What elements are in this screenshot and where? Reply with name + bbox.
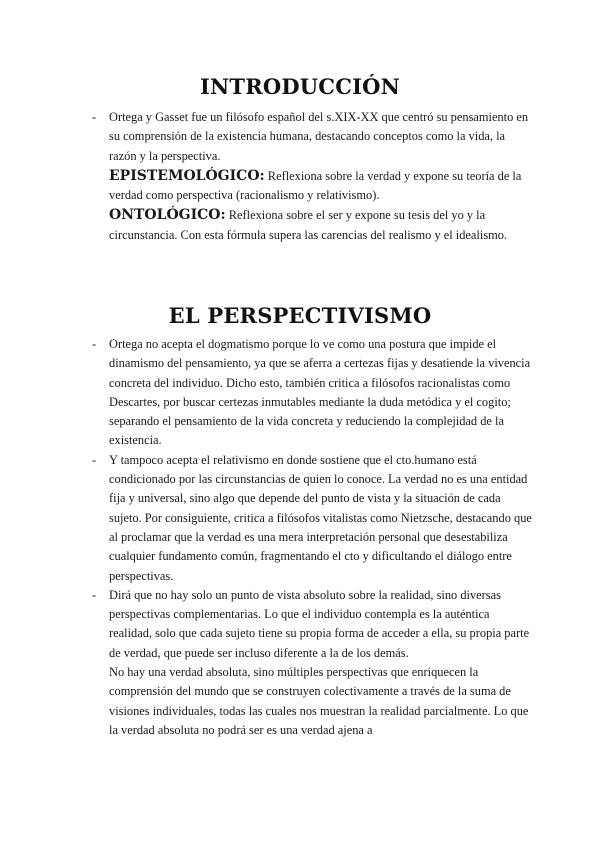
list-item (92, 335, 532, 451)
list-item-text: Y tampoco acepta el relativismo en donde sostiene que el cto.humano está condicionado por las circunstancias de quien lo conoce. La verdad no es una entidad fija y universal, sino algo que depende del punto de vista y la situación de cada sujeto. Por consiguiente, critica a filósofos vitalistas como Nietzsche, destacando que al proclamar que la verdad es una mera interpretación personal que desestabiliza cualquier fundamento común, fragmentando el cto y dificultando el diálogo entre perspectivas. (109, 452, 532, 583)
ontologico-text: Reflexiona sobre el ser y expone su tesis del yo y la circunstancia. Con esta fórmula supera las carencias del realismo y el idealismo. (109, 208, 508, 242)
bullet-marker: - (92, 452, 97, 467)
perspectivismo-section (92, 335, 532, 740)
epistemologico-paragraph (109, 167, 532, 206)
list-item-text: Dirá que no hay solo un punto de vista absoluto sobre la realidad, sino diversas perspectivas complementarias. Lo que el individuo contempla es la auténtica realidad, solo que cada sujeto tiene su propia forma de acceder a ella, su propia parte de verdad, que puede ser incluso diferente a la de los demás. (109, 587, 530, 660)
epistemologico-term: EPISTEMOLÓGICO: (109, 167, 265, 184)
conclusion-paragraph: No hay una verdad absoluta, sino múltiples perspectivas que enriquecen la comprensión del mundo que se construyen colectivamente a través de la suma de visiones individuales, todas las cuales nos muestran la realidad parcialmente. Lo que la verdad absoluta no podrá ser es una verdad ajena a (109, 665, 529, 737)
intro-bullet (92, 108, 532, 166)
list-item (92, 451, 532, 586)
list-item (92, 586, 532, 663)
intro-section (92, 108, 532, 245)
bullet-marker: - (92, 110, 97, 124)
epistemologico-text: Reflexiona sobre la verdad y expone su teoría de la verdad como perspectiva (racionalismo y relativismo). (109, 168, 522, 203)
perspectivismo-heading: EL PERSPECTIVISMO (168, 303, 432, 328)
ontologico-paragraph (109, 206, 532, 245)
list-item-text: Ortega no acepta el dogmatismo porque lo ve como una postura que impide el dinamismo del pensamiento, ya que se aferra a certezas fijas y desatiende la vivencia concreta del individuo. Dicho esto, también critica a filósofos racionalistas como Descartes, por buscar certezas inmutables mediante la duda metódica y el cogito; separando el pensamiento de la vida concreta y reduciendo la complejidad de la existencia. (109, 337, 531, 448)
intro-heading: INTRODUCCIÓN (199, 74, 401, 99)
ontologico-term: ONTOLÓGICO: (109, 207, 226, 224)
intro-bullet-text: Ortega y Gasset fue un filósofo español del s.XIX-XX que centró su pensamiento en su comprensión de la existencia humana, destacando conceptos como la vida, la razón y la perspectiva. (109, 110, 529, 163)
bullet-marker: - (92, 337, 97, 351)
bullet-marker: - (92, 587, 97, 602)
